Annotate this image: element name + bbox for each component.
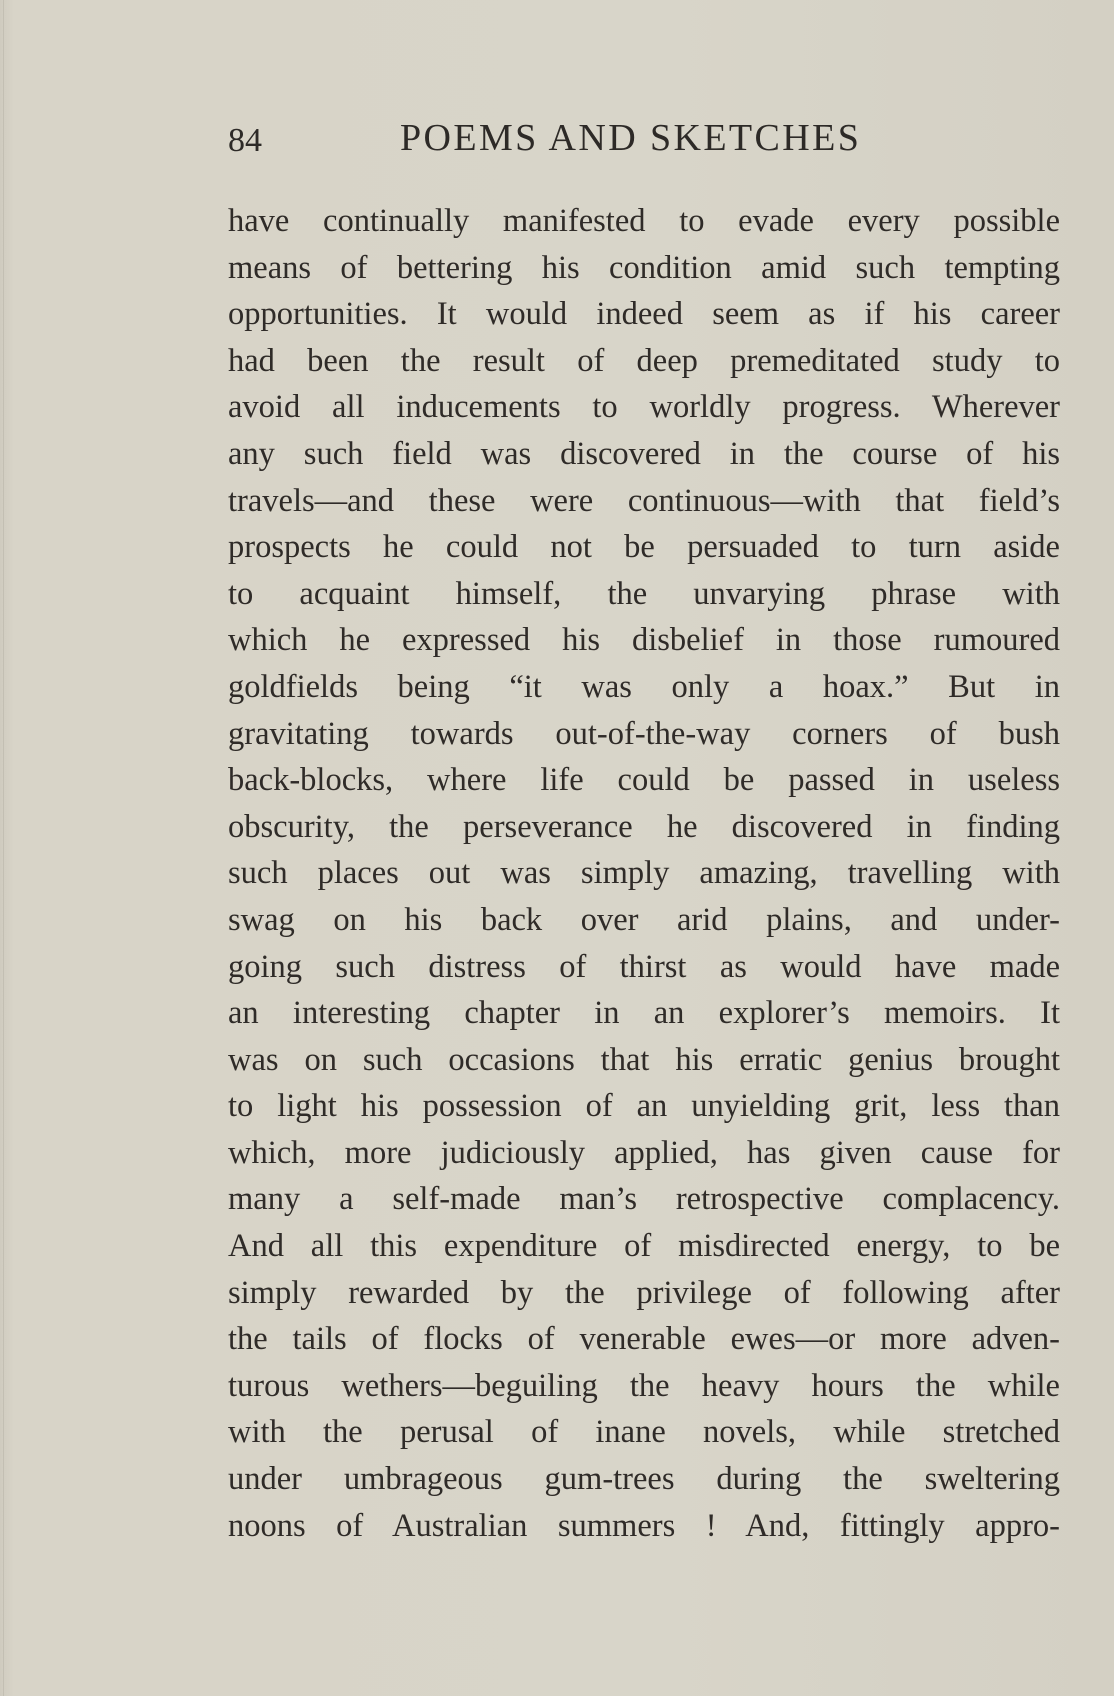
text-line: noons of Australian summers ! And, fittingly appro-: [228, 1507, 1060, 1544]
text-line: And all this expenditure of misdirected energy, to be: [228, 1228, 1060, 1265]
text-line: goldfields being “it was only a hoax.” But in: [228, 668, 1060, 705]
text-line: back-blocks, where life could be passed in useless: [228, 762, 1060, 799]
running-head: [228, 116, 1060, 176]
text-line: under umbrageous gum-trees during the sweltering: [228, 1461, 1060, 1498]
text-line: travels—and these were continuous—with that field’s: [228, 482, 1060, 519]
text-line: to light his possession of an unyielding grit, less than: [228, 1088, 1060, 1125]
text-line: any such field was discovered in the course of his: [228, 435, 1060, 472]
text-line: with the perusal of inane novels, while stretched: [228, 1414, 1060, 1451]
text-line: swag on his back over arid plains, and under-: [228, 901, 1060, 938]
text-line: such places out was simply amazing, travelling with: [228, 855, 1060, 892]
text-line: the tails of flocks of venerable ewes—or more adven-: [228, 1321, 1060, 1358]
text-line: avoid all inducements to worldly progress. Wherever: [228, 389, 1060, 426]
running-title: POEMS AND SKETCHES: [400, 117, 862, 159]
text-line: many a self-made man’s retrospective complacency.: [228, 1181, 1060, 1218]
text-line: an interesting chapter in an explorer’s memoirs. It: [228, 995, 1060, 1032]
text-line: simply rewarded by the privilege of following after: [228, 1274, 1060, 1311]
page-edge: [3, 0, 4, 1696]
text-line: prospects he could not be persuaded to turn aside: [228, 529, 1060, 566]
text-line: gravitating towards out-of-the-way corners of bush: [228, 715, 1060, 752]
text-line: to acquaint himself, the unvarying phrase with: [228, 575, 1060, 612]
text-line: have continually manifested to evade every possible: [228, 203, 1060, 239]
page-number: 84: [228, 122, 262, 159]
text-line: had been the result of deep premeditated study to: [228, 342, 1060, 379]
text-line: means of bettering his condition amid such tempting: [228, 249, 1060, 286]
text-line: which, more judiciously applied, has given cause for: [228, 1134, 1060, 1171]
text-line: was on such occasions that his erratic genius brought: [228, 1041, 1060, 1078]
text-line: turous wethers—beguiling the heavy hours the while: [228, 1367, 1060, 1404]
text-line: which he expressed his disbelief in those rumoured: [228, 622, 1060, 659]
text-line: going such distress of thirst as would have made: [228, 948, 1060, 985]
body-text: [228, 198, 1060, 1549]
text-line: opportunities. It would indeed seem as if his career: [228, 296, 1060, 333]
text-line: obscurity, the perseverance he discovered in finding: [228, 808, 1060, 845]
